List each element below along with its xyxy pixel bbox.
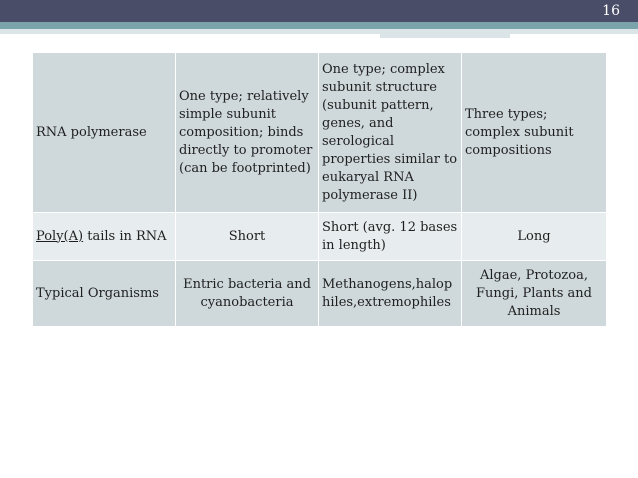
bacteria-cell: Short xyxy=(176,213,319,261)
archaea-cell: Methanogens,halophiles,extremophiles xyxy=(319,261,462,327)
bacteria-cell: Entric bacteria and cyanobacteria xyxy=(176,261,319,327)
header-light-stripe xyxy=(0,29,638,34)
eukarya-cell: Three types; complex subunit compositions xyxy=(462,53,607,213)
archaea-cell: One type; complex subunit structure (subunit pattern, genes, and serological properties similar to eukaryal RNA polymerase II) xyxy=(319,53,462,213)
eukarya-cell: Algae, Protozoa, Fungi, Plants and Animals xyxy=(462,261,607,327)
comparison-table xyxy=(32,52,607,327)
row-label: RNA polymerase xyxy=(33,53,176,213)
slide-header-bar xyxy=(0,0,638,22)
archaea-cell: Short (avg. 12 bases in length) xyxy=(319,213,462,261)
table-row xyxy=(33,53,607,213)
bacteria-cell: One type; relatively simple subunit composition; binds directly to promoter (can be footprinted) xyxy=(176,53,319,213)
slide-number: 16 xyxy=(602,3,620,19)
table-row xyxy=(33,261,607,327)
row-label-underlined: Poly(A) xyxy=(36,228,84,244)
header-accent-tab xyxy=(380,34,510,38)
row-label-rest: tails in RNA xyxy=(83,228,167,244)
header-accent-stripe xyxy=(0,22,638,29)
eukarya-cell: Long xyxy=(462,213,607,261)
table-row xyxy=(33,213,607,261)
row-label xyxy=(33,213,176,261)
row-label: Typical Organisms xyxy=(33,261,176,327)
